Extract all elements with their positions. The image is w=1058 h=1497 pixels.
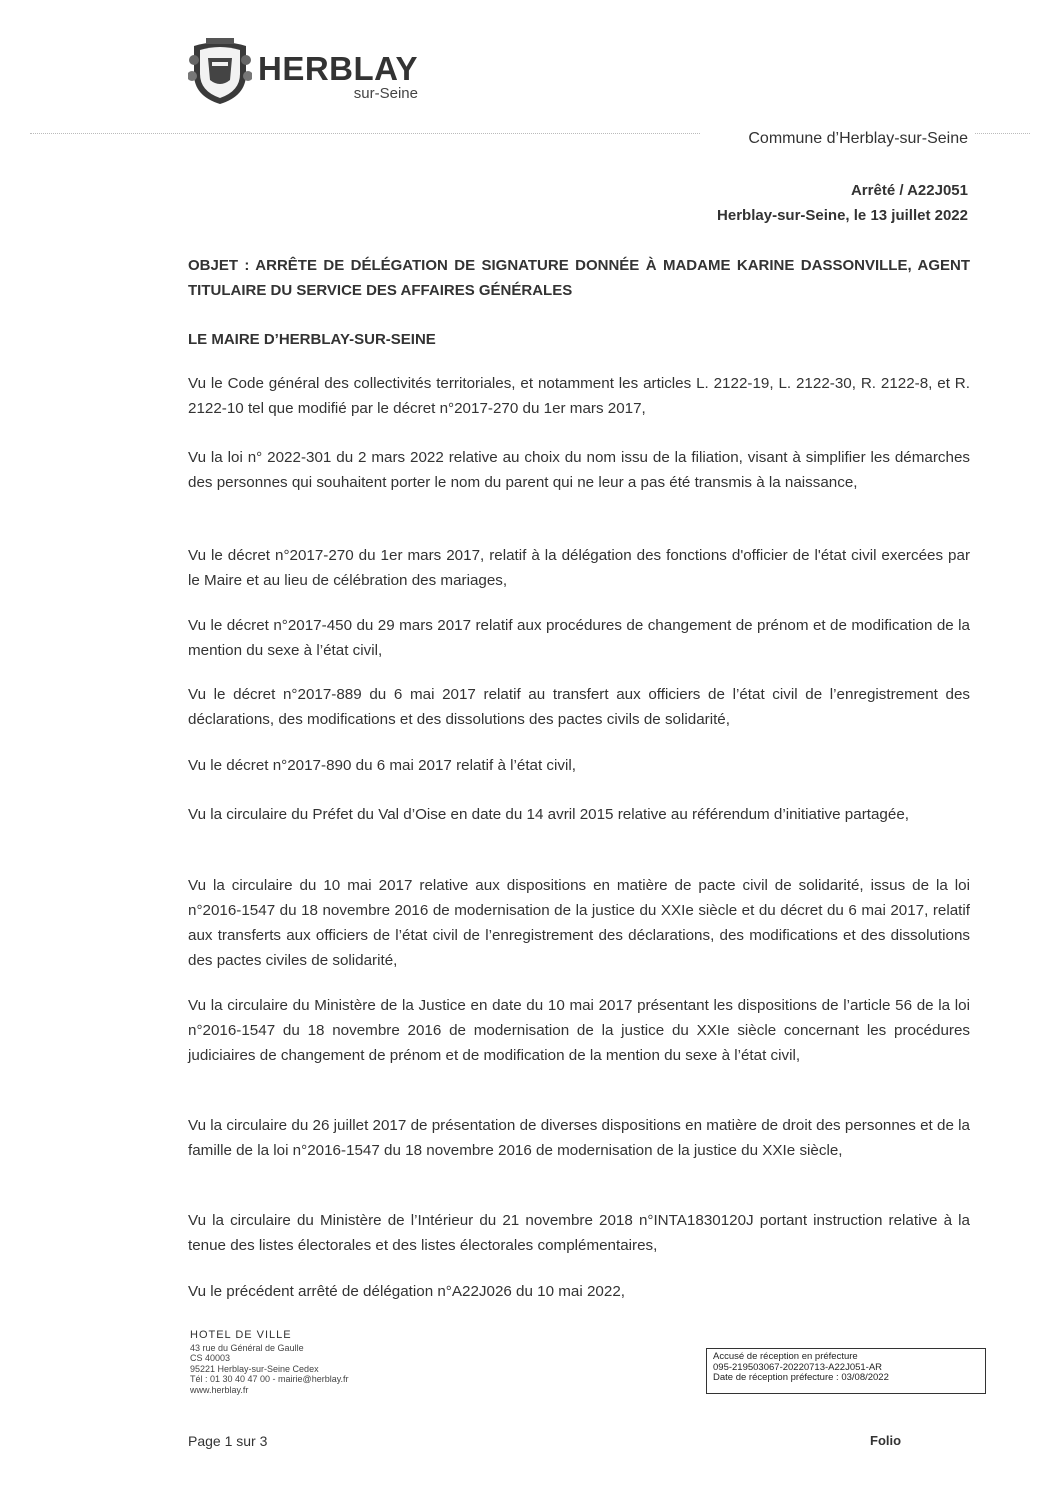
paragraph-circulaire-justice: Vu la circulaire du Ministère de la Justice en date du 10 mai 2017 présentant les dispositions de l’article 56 de la loi n°2016-1547 du 18 novembre 2016 de modernisation de la justice du XXIe siècle concernant les procédures judiciaires de changement de prénom et de modification de la mention du sexe à l’état civil, xyxy=(188,997,970,1064)
objet-heading: OBJET : ARRÊTE DE DÉLÉGATION DE SIGNATURE DONNÉE À MADAME KARINE DASSONVILLE, AGENT TITULAIRE DU SERVICE DES AFFAIRES GÉNÉRALES xyxy=(188,257,970,299)
paragraph-circulaire-pacs: Vu la circulaire du 10 mai 2017 relative aux dispositions en matière de pacte civil de solidarité, issus de la loi n°2016-1547 du 18 novembre 2016 de modernisation de la justice du XXIe siècle et du décret du 6 mai 2017, relatif aux transferts aux officiers de l’état civil de l’enregistrement des déclarations, des modifications et des dissolutions des pactes civiles de solidarité, xyxy=(188,877,970,969)
footer-hotel-de-ville: HOTEL DE VILLE xyxy=(190,1329,292,1341)
header-divider-right xyxy=(975,133,1030,134)
paragraph-precedent-arrete: Vu le précédent arrêté de délégation n°A22J026 du 10 mai 2022, xyxy=(188,1283,625,1300)
paragraph-circulaire-famille: Vu la circulaire du 26 juillet 2017 de présentation de diverses dispositions en matière de droit des personnes et de la famille de la loi n°2016-1547 du 18 novembre 2016 de modernisation de la justice du XXIe siècle, xyxy=(188,1117,970,1159)
paragraph-cgct: Vu le Code général des collectivités territoriales, et notamment les articles L. 2122-19, L. 2122-30, R. 2122-8, et R. 2122-10 tel que modifié par le décret n°2017-270 du 1er mars 2017, xyxy=(188,375,970,417)
logo-name: HERBLAY xyxy=(258,50,418,87)
page-number: Page 1 sur 3 xyxy=(188,1433,268,1449)
paragraph-circulaire-prefet: Vu la circulaire du Préfet du Val d’Oise en date du 14 avril 2015 relative au référendum d’initiative partagée, xyxy=(188,806,909,823)
maire-heading: LE MAIRE D’HERBLAY-SUR-SEINE xyxy=(188,331,436,348)
footer-contact: Tél : 01 30 40 47 00 - mairie@herblay.fr xyxy=(190,1374,349,1384)
footer-city: 95221 Herblay-sur-Seine Cedex xyxy=(190,1363,319,1374)
arrete-date: Herblay-sur-Seine, le 13 juillet 2022 xyxy=(717,207,968,224)
paragraph-circulaire-interieur: Vu la circulaire du Ministère de l’Intérieur du 21 novembre 2018 n°INTA1830120J portant instruction relative à la tenue des listes électorales et des listes électorales complémentaires, xyxy=(188,1212,970,1254)
town-logo xyxy=(188,36,418,108)
stamp-line-3: Date de réception préfecture : 03/08/2022 xyxy=(713,1372,889,1383)
arrete-reference: Arrêté / A22J051 xyxy=(850,182,968,199)
prefecture-stamp xyxy=(706,1348,986,1394)
crest-icon xyxy=(188,36,252,108)
header-divider xyxy=(30,133,700,134)
paragraph-decret-889: Vu le décret n°2017-889 du 6 mai 2017 relatif au transfert aux officiers de l’état civil de l’enregistrement des déclarations, des modifications et des dissolutions des pactes civils de solidarité, xyxy=(188,686,970,728)
footer-address xyxy=(190,1330,349,1395)
arrete-block xyxy=(717,178,968,228)
paragraph-decret-450: Vu le décret n°2017-450 du 29 mars 2017 relatif aux procédures de changement de prénom et de modification de la mention du sexe à l’état civil, xyxy=(188,617,970,659)
commune-name: Commune d’Herblay-sur-Seine xyxy=(748,130,968,147)
folio-label: Folio xyxy=(870,1433,902,1448)
paragraph-decret-890: Vu le décret n°2017-890 du 6 mai 2017 relatif à l’état civil, xyxy=(188,757,576,774)
stamp-line-2: 095-219503067-20220713-A22J051-AR xyxy=(713,1361,883,1373)
footer-cs: CS 40003 xyxy=(190,1353,231,1363)
footer-street: 43 rue du Général de Gaulle xyxy=(190,1342,304,1353)
footer-website: www.herblay.fr xyxy=(190,1384,249,1395)
paragraph-loi-2022: Vu la loi n° 2022-301 du 2 mars 2022 relative au choix du nom issu de la filiation, visant à simplifier les démarches des personnes qui souhaitent porter le nom du parent qui ne leur a pas été transmis à la naissance, xyxy=(188,449,970,491)
paragraph-decret-270: Vu le décret n°2017-270 du 1er mars 2017, relatif à la délégation des fonctions d'officier de l'état civil exercées par le Maire et au lieu de célébration des mariages, xyxy=(188,547,970,589)
logo-subtitle: sur-Seine xyxy=(353,85,418,102)
stamp-line-1: Accusé de réception en préfecture xyxy=(713,1351,858,1362)
